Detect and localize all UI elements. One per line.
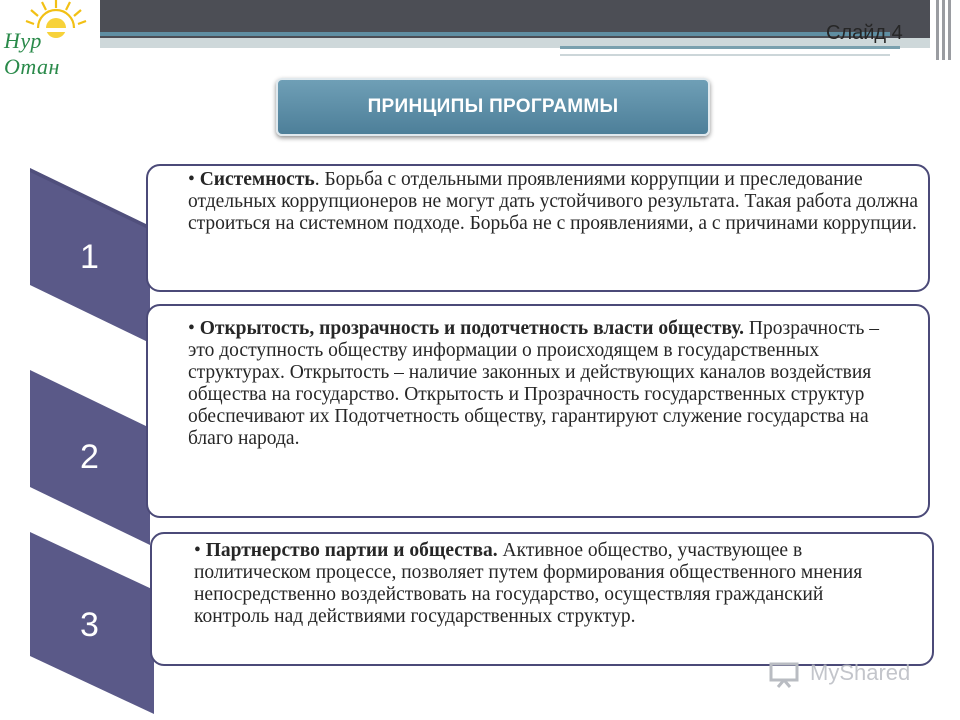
logo-text: Нур Отан [4,28,60,79]
principle-heading: Системность [199,169,315,190]
item-number-1: 1 [80,238,99,276]
party-logo [0,0,100,78]
bullet: • [188,318,195,339]
header-stripe [100,32,890,36]
bullet: • [188,169,195,190]
header-right-bars [932,0,960,60]
header-stripe-accent [560,46,900,49]
slide-number-label: Слайд 4 [826,22,903,44]
page-title: ПРИНЦИПЫ ПРОГРАММЫ [367,96,619,117]
principle-heading: Открытость, прозрачность и подотчетность власти обществу. [199,318,745,339]
principle-body: . Борьба с отдельными проявлениями коррупции и преследование отдельных коррупционеров не могут дать устойчивого результата. Такая работа должна строиться на системном подходе. Борьба не с проявлениями, а с причинами коррупции. [188,169,919,234]
watermark [768,660,928,690]
header-stripe-light [560,54,890,56]
principle-text-1 [188,169,920,235]
watermark-text: MyShared [810,660,911,685]
principle-heading: Партнерство партии и общества. [205,540,498,561]
principle-body: Прозрачность – это доступность обществу информации о происходящем в государственных структурах. Открытость – наличие законных и действующих каналов воздействия общества на государство. Открытость и Прозрачность государственных структур обеспечивают их Подотчетность обществу, гарантируют служение государства на благо народа. [188,318,880,449]
principle-body: Активное общество, участвующее в политическом процессе, позволяет путем формирования общественного мнения непосредственно воздействовать на государство, осуществляя гражданский контроль над действиями государственных структур. [194,540,863,627]
title-banner [276,78,710,136]
principle-text-3 [194,540,874,628]
item-number-3: 3 [80,606,99,644]
presentation-icon [768,660,804,688]
bullet: • [194,540,201,561]
principle-text-2 [188,318,888,450]
item-number-2: 2 [80,438,99,476]
